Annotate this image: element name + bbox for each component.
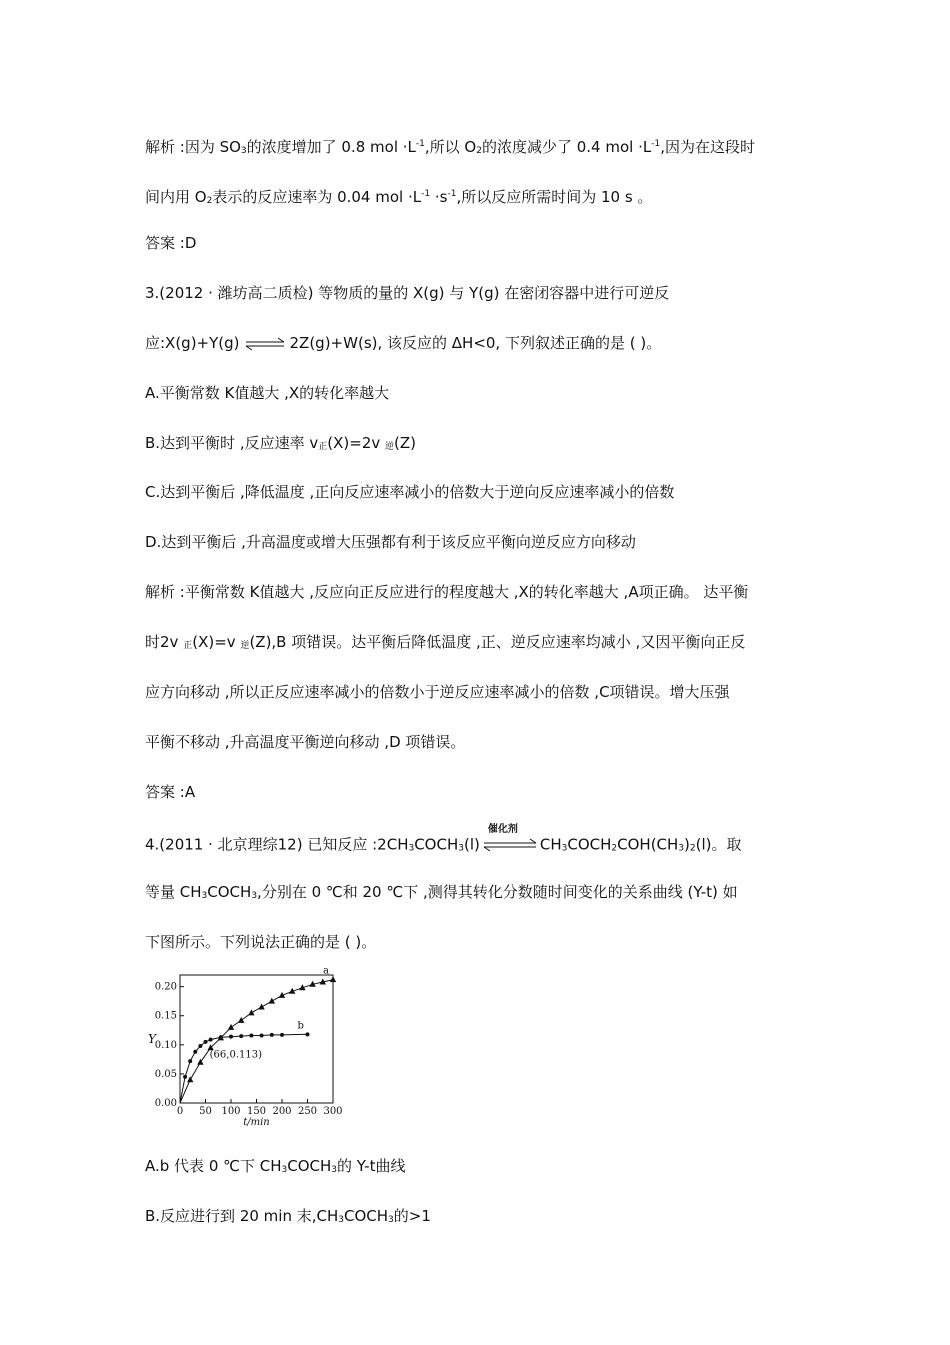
point-a [238,1017,244,1023]
text: (X)=2v [327,434,386,452]
q4-stem-line-2 [145,882,738,906]
point-b [193,1050,197,1054]
subscript: 3 [388,1215,394,1225]
point-a [330,976,336,982]
point-a [228,1024,234,1030]
superscript: -1 [447,189,457,199]
point-a [269,998,275,1004]
point-b [260,1034,264,1038]
text: 表示的反应速率为 0.04 mol ·L [212,188,422,206]
point-b [280,1033,284,1037]
subscript: 3 [561,843,568,854]
text: ·s [430,188,448,206]
q3-solution-line-2 [145,632,745,656]
text: ) [684,835,690,854]
text: COCH [414,835,459,854]
subscript: 3 [408,843,415,854]
text: 2Z(g)+W(s), 该反应的 ΔH<0, 下列叙述正确的是 ( )。 [289,334,662,352]
text: 时2v [145,633,184,651]
q3-option-b [145,433,416,457]
text: 解析 :因为 SO [145,138,241,156]
superscript: -1 [415,139,425,149]
x-tick-label: 300 [323,1106,343,1117]
point-b [204,1040,208,1044]
text: COH(CH [617,835,679,854]
point-b [306,1032,310,1036]
yt-chart [145,965,355,1130]
x-axis-label: t/min [243,1117,270,1128]
subscript: 正 [318,442,328,452]
q3-stem-line-1: 3.(2012 · 潍坊高二质检) 等物质的量的 X(g) 与 Y(g) 在密闭容器中进行可逆反 [145,284,670,302]
text: (Z) [394,434,417,452]
text: 间内用 O [145,188,207,206]
subscript: 2 [476,146,482,156]
point-b [270,1033,274,1037]
text: A.b 代表 0 ℃下 CH [145,1157,282,1175]
superscript: -1 [651,139,661,149]
q4-option-a [145,1156,405,1180]
q3-option-a: A.平衡常数 K值越大 ,X的转化率越大 [145,384,390,402]
text: 的浓度减少了 0.4 mol ·L [481,138,652,156]
series-label-a: a [323,965,329,977]
text: 的 Y-t曲线 [337,1157,406,1175]
subscript: 3 [678,843,685,854]
series-label-b: b [297,1020,304,1032]
q3-answer: 答案 :A [145,783,196,801]
text: 应:X(g)+Y(g) [145,334,240,352]
point-b [183,1075,187,1079]
text: (X)=v [192,633,241,651]
q3-solution-line-1: 解析 :平衡常数 K值越大 ,反应向正反应进行的程度越大 ,X的转化率越大 ,A项正确。 达平衡 [145,583,749,601]
equilibrium-arrow-icon [244,337,286,351]
subscript: 3 [251,891,258,901]
y-tick-label: 0.10 [154,1039,177,1051]
series-line-a [180,980,333,1103]
text: ,因为在这段时 [660,138,755,156]
x-tick-label: 100 [221,1106,241,1117]
y-tick-label: 0.15 [154,1010,177,1022]
x-tick-label: 250 [297,1106,318,1117]
q3-option-d: D.达到平衡后 ,升高温度或增大压强都有利于该反应平衡向逆反应方向移动 [145,533,636,551]
point-a [248,1009,254,1015]
point-b [198,1044,202,1048]
q3-solution-line-4: 平衡不移动 ,升高温度平衡逆向移动 ,D 项错误。 [145,733,466,751]
text: CH [539,835,562,854]
q2-solution-line-2 [145,184,652,211]
catalyst-label: 催化剂 [487,824,518,835]
point-b [229,1035,233,1039]
text: COCH [567,835,612,854]
y-tick-label: 0.00 [154,1098,177,1109]
text: (l)。取 [695,835,742,854]
y-tick-label: 0.05 [154,1068,177,1080]
text: 等量 CH [145,883,202,901]
point-a [187,1076,193,1082]
subscript: 3 [458,843,464,854]
text: ,分别在 0 ℃和 20 ℃下 ,测得其转化分数随时间变化的关系曲线 (Y-t) 如 [257,883,738,901]
point-b [188,1059,192,1063]
y-tick-label: 0.20 [154,981,177,993]
q2-solution-line-1 [145,134,755,161]
superscript: -1 [421,189,431,199]
point-a [258,1004,264,1010]
point-b [209,1038,213,1042]
q4-stem-line-3: 下图所示。下列说法正确的是 ( )。 [145,933,377,951]
point-b [239,1034,243,1038]
text: B.达到平衡时 ,反应速率 v [145,434,319,452]
point-b [219,1035,223,1039]
text: B.反应进行到 20 min 末,CH [145,1207,339,1225]
text: 4.(2011 · 北京理综12) 已知反应 :2CH [145,835,409,854]
subscript: 逆 [240,641,250,651]
q3-option-c: C.达到平衡后 ,降低温度 ,正向反应速率减小的倍数大于逆向反应速率减小的倍数 [145,483,675,501]
q3-stem-line-2 [145,333,661,353]
text: ,所以 O [424,138,477,156]
intersection-annotation: (66,0.113) [209,1049,263,1061]
text: COCH [207,883,252,901]
text: ,所以反应所需时间为 10 s 。 [456,188,653,206]
subscript: 3 [281,1165,288,1175]
q4-stem-line-1 [145,824,742,859]
q4-option-b [145,1206,431,1230]
text: (Z),B 项错误。达平衡后降低温度 ,正、逆反应速率均减小 ,又因平衡向正反 [249,633,746,651]
text: COCH [344,1207,389,1225]
subscript: 3 [240,146,247,156]
x-tick-label: 200 [272,1106,292,1117]
catalyst-arrow-icon [482,824,538,856]
subscript: 2 [689,843,696,854]
subscript: 2 [611,843,618,854]
subscript: 3 [331,1165,338,1175]
q3-solution-line-3: 应方向移动 ,所以正反应速率减小的倍数小于逆反应速率减小的倍数 ,C项错误。增大压强 [145,683,730,701]
text: 的>1 [393,1207,431,1225]
x-tick-label: 0 [176,1106,184,1117]
x-tick-label: 150 [246,1106,267,1117]
y-axis-label: Y [148,1032,156,1046]
subscript: 正 [183,641,193,651]
subscript: 3 [338,1215,344,1225]
text: 的浓度增加了 0.8 mol ·L [246,138,416,156]
x-tick-label: 50 [199,1106,212,1117]
text: (l) [463,835,480,854]
subscript: 2 [206,196,213,206]
text: COCH [287,1157,332,1175]
q2-answer: 答案 :D [145,234,197,252]
subscript: 3 [201,891,208,901]
plot-frame [180,975,333,1103]
subscript: 逆 [385,442,395,452]
point-b [249,1034,253,1038]
